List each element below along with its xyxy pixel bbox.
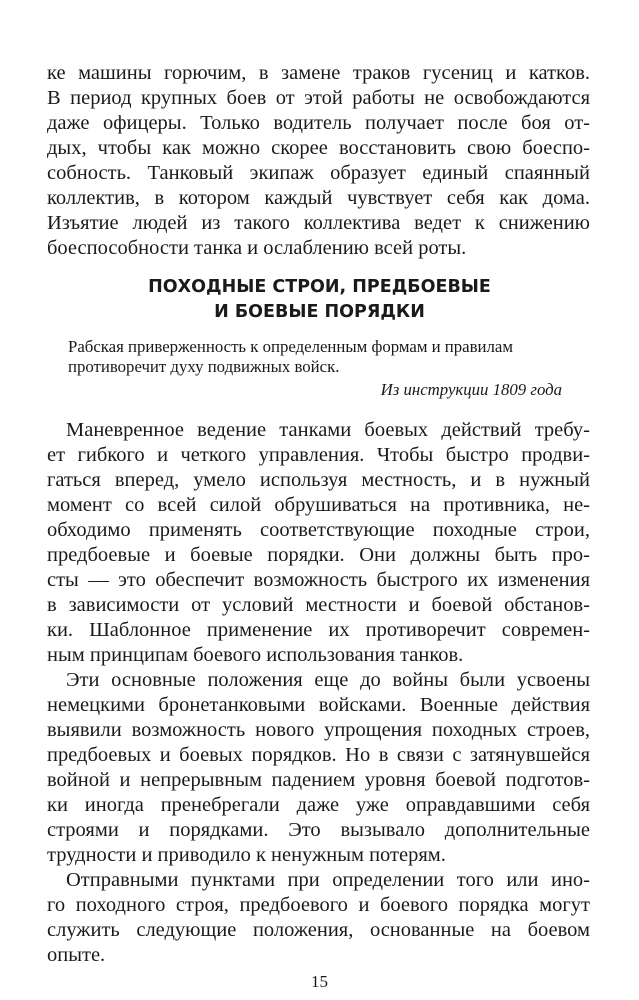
text-line: момент со всей силой обрушиваться на противника, не- (47, 494, 590, 516)
epigraph-line: противоречит духу подвижных войск. (68, 357, 340, 376)
text-line: обходимо применять соответствующие походные строи, (47, 519, 590, 541)
text-line: ки иногда пренебрегали даже уже оправдавшими себя (47, 794, 590, 816)
text-line: предбоевые и боевые порядки. Они должны быть про- (47, 544, 590, 566)
text-line: служить следующие положения, основанные на боевом (47, 919, 590, 941)
text-line: боеспособности танка и ослаблению всей роты. (47, 237, 467, 259)
text-line: коллектив, в котором каждый чувствует себя как дома. (47, 187, 590, 209)
page-number: 15 (311, 972, 328, 991)
section-title-line: И БОЕВЫЕ ПОРЯДКИ (214, 302, 425, 322)
text-line: предбоевых и боевых порядков. Но в связи с затянувшейся (47, 744, 590, 766)
text-line: собность. Танковый экипаж образует единый спаянный (47, 162, 590, 184)
text-line: Изъятие людей из такого коллектива ведет к снижению (47, 212, 590, 234)
text-line: ет гибкого и четкого управления. Чтобы быстро продви- (47, 444, 590, 466)
text-line: Отправными пунктами при определении того или ино- (66, 869, 590, 891)
text-line: строями и порядками. Это вызывало дополнительные (47, 819, 590, 841)
text-line: даже офицеры. Только водитель получает после боя от- (47, 112, 590, 134)
text-line: войной и непрерывным падением уровня боевой подготов- (47, 769, 590, 791)
text-line: Эти основные положения еще до войны были усвоены (66, 669, 590, 691)
text-line: ки. Шаблонное применение их противоречит современ- (47, 619, 590, 641)
text-line: в зависимости от условий местности и боевой обстанов- (47, 594, 590, 616)
text-line: трудности и приводило к ненужным потерям. (47, 844, 446, 866)
epigraph-line: Рабская приверженность к определенным формам и правилам (68, 337, 513, 356)
text-line: сты — это обеспечит возможность быстрого их изменения (47, 569, 590, 591)
text-line: гаться вперед, умело используя местность, и в нужный (47, 469, 590, 491)
text-line: немецкими бронетанковыми войсками. Военные действия (47, 694, 590, 716)
text-line: В период крупных боев от этой работы не освобождаются (47, 87, 590, 109)
epigraph-source: Из инструкции 1809 года (380, 380, 562, 399)
text-line: Маневренное ведение танками боевых действий требу- (66, 419, 590, 441)
text-line: выявили возможность нового упрощения походных строев, (47, 719, 590, 741)
text-line: го походного строя, предбоевого и боевого порядка могут (47, 894, 590, 916)
section-title-line: ПОХОДНЫЕ СТРОИ, ПРЕДБОЕВЫЕ (148, 277, 491, 297)
text-line: дых, чтобы как можно скорее восстановить свою боеспо- (47, 137, 590, 159)
text-line: ке машины горючим, в замене траков гусениц и катков. (47, 62, 590, 84)
text-line: опыте. (47, 944, 106, 966)
text-line: ным принципам боевого использования танков. (47, 644, 464, 666)
